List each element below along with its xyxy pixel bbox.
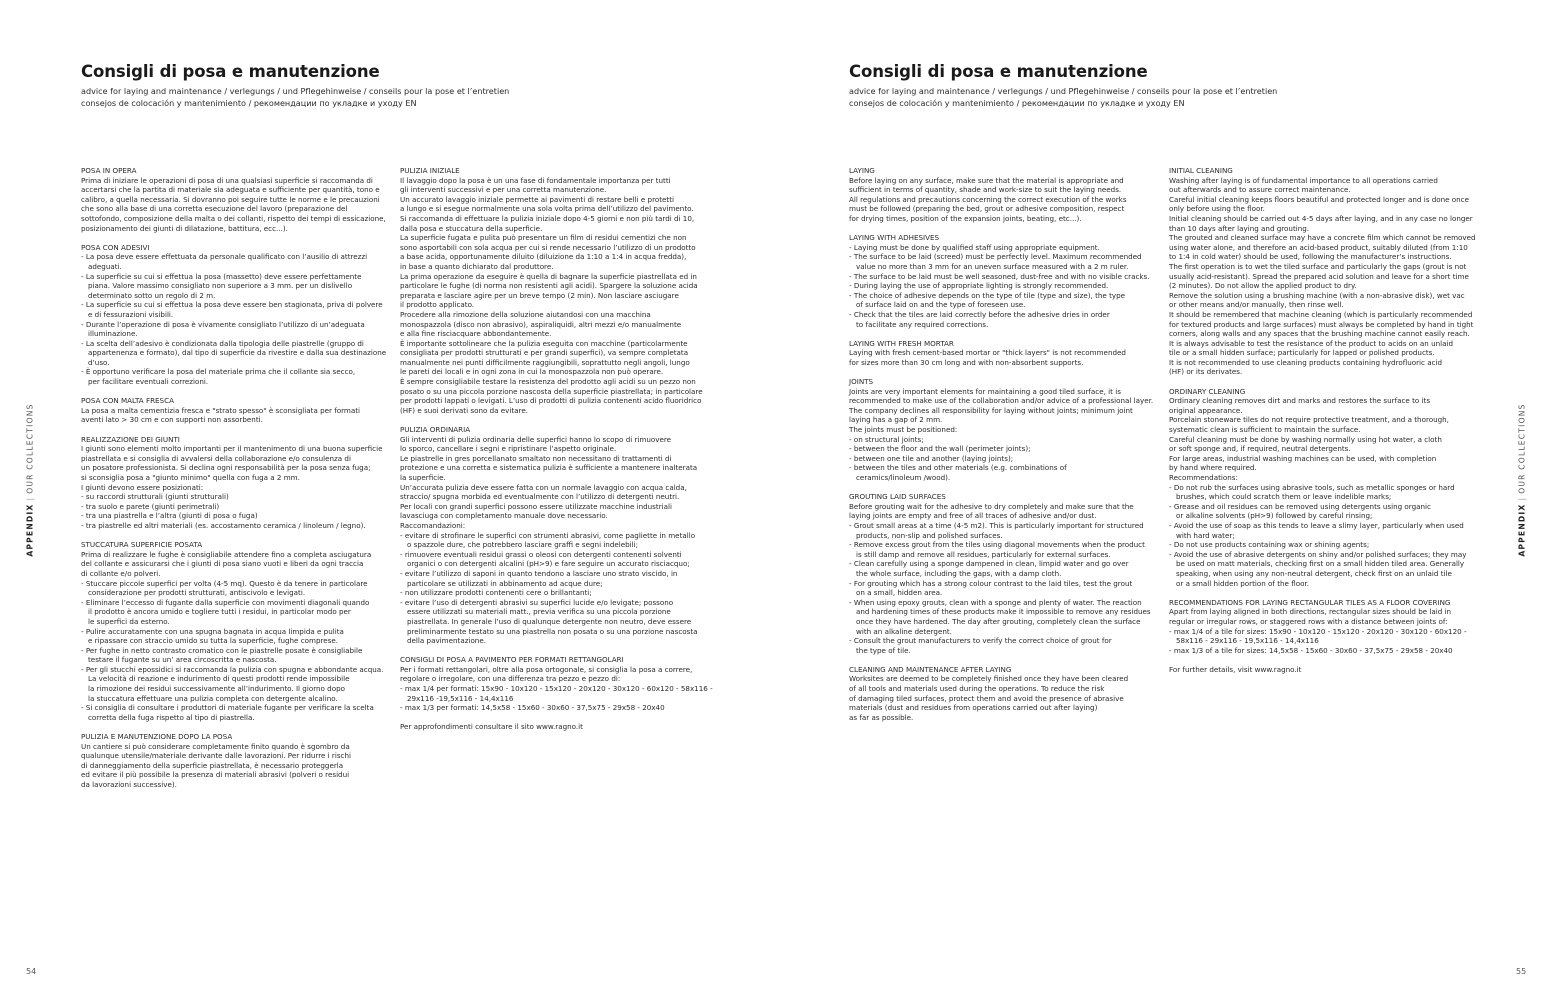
text-section xyxy=(1169,598,1476,656)
text-line: la superficie. xyxy=(400,473,446,482)
text-section xyxy=(81,243,386,387)
text-line: is still damp and remove all residues, particularly for external surfaces. xyxy=(856,549,1111,559)
text-line: da lavorazioni successive). xyxy=(81,780,177,789)
subtitle-line: consejos de colocación y mantenimiento / рекомендации по укладке и уходу EN xyxy=(849,97,1185,108)
text-line: per prodotti lappati o levigati. L’uso di prodotti di pulizia contenenti acido fluoridrico xyxy=(400,396,702,406)
text-line: corners, along walls and any spaces that the brushing machine cannot easily reach. xyxy=(1169,329,1470,339)
text-line: the type of tile. xyxy=(856,645,911,655)
text-line: - tra suolo e parete (giunti perimetrali) xyxy=(81,501,220,511)
text-line: The company declines all responsibility for laying without joints; minimum joint xyxy=(849,405,1133,415)
text-line: La prima operazione da eseguire è quella di bagnare la superficie piastrellata ed in xyxy=(400,271,697,281)
text-line: - max 1/4 of a tile for sizes: 15x90 - 10x120 - 15x120 - 20x120 - 30x120 - 60x120 - xyxy=(1169,626,1467,636)
text-line: with hard water; xyxy=(1176,530,1235,540)
text-line: È sempre consigliabile testare la resistenza del prodotto agli acidi su un pezzo non xyxy=(400,377,696,387)
text-line: brushes, which could scratch them or leave indelible marks; xyxy=(1176,492,1392,502)
text-line: as far as possible. xyxy=(849,712,914,722)
text-line: - Stuccare piccole superfici per volta (4-5 mq). Questo è da tenere in particolare xyxy=(81,578,368,588)
text-line: per facilitare eventuali correzioni. xyxy=(88,377,209,387)
text-line: sufficient in terms of quantity, shade and work-size to suit the laying needs. xyxy=(849,185,1122,195)
section-heading: LAYING WITH FRESH MORTAR xyxy=(849,338,954,348)
text-line: della pavimentazione. xyxy=(407,636,486,646)
subtitle-line: consejos de colocación y mantenimiento / рекомендации по укладке и уходу EN xyxy=(81,97,417,108)
text-line: regolare o irregolare, con una differenza tra pezzo e pezzo di: xyxy=(400,674,621,684)
text-line: recommended to make use of the collaboration and/or advice of a professional layer. xyxy=(849,396,1154,406)
text-line: It is not recommended to use cleaning products containing hydrofluoric acid xyxy=(1169,357,1443,367)
text-line: - Si consiglia di consultare i produttori di materiale fugante per verificare la scelta xyxy=(81,703,374,713)
section-heading: JOINTS xyxy=(849,377,874,387)
text-line: piastrellata. In generale l’uso di qualunque detergente non neutro, deve essere xyxy=(407,616,692,626)
text-line: the whole surface, including the gaps, with a damp cloth. xyxy=(856,568,1062,578)
text-line: than 10 days after laying and grouting. xyxy=(1169,223,1310,233)
text-line: la rimozione dei residui successivamente all’indurimento. Il giorno dopo xyxy=(88,684,345,694)
section-heading: POSA CON MALTA FRESCA xyxy=(81,396,174,406)
text-line: e alla fine risciacquare abbondantemente. xyxy=(400,329,552,339)
text-line: ceramics/linoleum /wood). xyxy=(856,473,951,482)
text-line: for drying times, position of the expansion joints, beating, etc...). xyxy=(849,213,1082,223)
text-line: - between the floor and the wall (perimeter joints); xyxy=(849,444,1031,454)
text-line: - between the tiles and other materials (e.g. combinations of xyxy=(849,463,1067,473)
text-line: e ripassare con straccio umido su tutta la superficie, fughe comprese. xyxy=(88,636,339,646)
page-subtitle xyxy=(81,86,509,109)
text-line: - Do not rub the surfaces using abrasive tools, such as metallic sponges or hard xyxy=(1169,482,1455,492)
text-line: sono asportabili con sola acqua per cui si rende necessario l’utilizzo di un prodotto xyxy=(400,242,696,252)
text-line: qualunque utensile/materiale derivante dalle lavorazioni. Per ridurre i rischi xyxy=(81,751,351,761)
section-heading: GROUTING LAID SURFACES xyxy=(849,492,946,502)
text-line: Careful initial cleaning keeps floors beautiful and protected longer and is done once xyxy=(1169,194,1469,204)
text-line: speaking, when using any non-neutral detergent, check first on an unlaid tile xyxy=(1176,568,1452,578)
text-line: Raccomandazioni: xyxy=(400,520,466,530)
text-line: 29x116 -19,5x116 - 14,4x116 xyxy=(407,693,514,703)
text-line: un posatore professionista. Si declina ogni responsabilità per la posa senza fuga; xyxy=(81,463,371,473)
text-line: products, non-slip and polished surfaces. xyxy=(856,530,1003,540)
text-line: - Pulire accuratamente con una spugna bagnata in acqua limpida e pulita xyxy=(81,626,344,636)
text-line: Worksites are deemed to be completely finished once they have been cleared xyxy=(849,674,1129,684)
text-line: particolare se utilizzati in abbinamento ad acque dure; xyxy=(407,578,603,588)
text-line: or soft sponge and, if required, neutral detergents. xyxy=(1169,444,1351,454)
text-line: Washing after laying is of fundamental importance to all operations carried xyxy=(1169,175,1438,185)
text-line: manualmente nei punti difficilmente raggiungibili, soprattutto negli angoli, lungo xyxy=(400,357,690,367)
section-heading: POSA CON ADESIVI xyxy=(81,242,150,252)
text-column xyxy=(400,166,713,742)
text-line: using water alone, and therefore an acid-based product, suitably diluted (from 1:10 xyxy=(1169,242,1468,252)
section-heading: PULIZIA ORDINARIA xyxy=(400,425,471,435)
text-line: - Avoid the use of soap as this tends to leave a slimy layer, particularly when used xyxy=(1169,520,1464,530)
text-line: posato o su una piccola porzione nascosta della superficie piastrellata; in particolare xyxy=(400,386,703,396)
text-line: - max 1/3 of a tile for sizes: 14,5x58 - 15x60 - 30x60 - 37,5x75 - 29x58 - 20x40 xyxy=(1169,645,1453,655)
text-line: del collante e assicurarsi che i giunti di posa siano vuoti e liberi da ogni traccia xyxy=(81,559,364,569)
text-line: a base acida, opportunamente diluito (diluizione da 1:10 a 1:4 in acqua fredda), xyxy=(400,252,687,262)
text-line: monospazzola (disco non abrasivo), aspiraliquidi, altri mezzi e/o manualmente xyxy=(400,319,682,329)
text-line: Remove the solution using a brushing machine (with a non-abrasive disk), wet vac xyxy=(1169,290,1465,300)
text-line: piastrellata e si consiglia di avvalersi della collaborazione e/o consulenza di xyxy=(81,453,351,463)
text-line: aventi lato > 30 cm e con supporti non assorbenti. xyxy=(81,415,263,425)
text-column xyxy=(81,166,386,799)
text-line: accertarsi che la partita di materiale sia adeguata e sufficiente per quantità, tono e xyxy=(81,185,380,195)
section-heading: LAYING xyxy=(849,166,875,175)
text-line: Prima di realizzare le fughe è consigliabile attendere fino a completa asciugatura xyxy=(81,549,372,559)
text-line: si sconsiglia posa a "giunto minimo" quella con fuga a 2 mm. xyxy=(81,473,300,482)
text-line: - Durante l’operazione di posa è vivamente consigliato l’utilizzo di un’adeguata xyxy=(81,319,365,329)
text-line: le superfici da esterno. xyxy=(88,616,170,626)
text-line: - max 1/3 per formati: 14,5x58 - 15x60 - 30x60 - 37,5x75 - 29x58 - 20x40 xyxy=(400,703,665,713)
right-page xyxy=(775,0,1550,1001)
text-line: organici o con detergenti alcalini (pH>9) e fare seguire un accurato risciacquo; xyxy=(407,559,690,569)
text-column xyxy=(1169,166,1476,684)
text-line: che sono alla base di una corretta esecuzione del lavoro (preparazione del xyxy=(81,204,348,214)
text-line: and hardening times of these products make it impossible to remove any residues xyxy=(856,607,1151,617)
text-line: - The choice of adhesive depends on the type of tile (type and size), the type xyxy=(849,290,1126,300)
text-section xyxy=(400,166,713,415)
section-heading: LAYING WITH ADHESIVES xyxy=(849,233,940,243)
text-line: It is always advisable to test the resistance of the product to acids on an unlaid xyxy=(1169,338,1454,348)
text-line: I giunti sono elementi molto importanti per il mantenimento di una buona superficie xyxy=(81,444,383,454)
text-line: in base a quanto dichiarato dal produttore. xyxy=(400,261,554,271)
text-line: il prodotto applicato. xyxy=(400,300,475,310)
subtitle-line: advice for laying and maintenance / verlegungs / und Pflegehinweise / conseils pour la pose et l’entretien xyxy=(849,86,1278,96)
text-line: Procedere alla rimozione della soluzione aiutandosi con una macchina xyxy=(400,309,651,319)
text-line: - La posa deve essere effettuata da personale qualificato con l’ausilio di attrezzi xyxy=(81,252,368,262)
text-line: The joints must be positioned: xyxy=(849,425,958,435)
text-line: appartenenza e formato), dal tipo di superficie da rivestire e dalla sua destinazione xyxy=(88,348,387,358)
text-line: - evitare di strofinare le superfici con strumenti abrasivi, come pagliette in metallo xyxy=(400,530,696,540)
text-section xyxy=(81,732,386,790)
text-line: Careful cleaning must be done by washing normally using hot water, a cloth xyxy=(1169,434,1442,444)
text-line: particolare le fughe (di norma non resistenti agli acidi). Spargere la soluzione acida xyxy=(400,281,698,291)
side-label xyxy=(1518,403,1527,556)
text-line: tile or a small hidden surface; particularly for lapped or polished products. xyxy=(1169,348,1435,358)
text-line: be used on matt materials, checking first on a small hidden tiled area. Generally xyxy=(1176,559,1465,569)
text-line: sottofondo, composizione della malta o dei collanti, rispetto dei tempi di essicazione, xyxy=(81,213,386,223)
text-line: di danneggiamento della superficie piastrellata, è necessario proteggerla xyxy=(81,760,344,770)
side-label-text: OUR COLLECTIONS xyxy=(25,403,35,494)
text-section xyxy=(81,166,386,233)
section-heading: CLEANING AND MAINTENANCE AFTER LAYING xyxy=(849,664,1012,674)
text-section xyxy=(400,722,713,732)
text-line: protezione e una corretta e sistematica pulizia è sufficiente a mantenere inalterata xyxy=(400,463,698,473)
side-label-bold: APPENDIX xyxy=(25,503,35,557)
text-section xyxy=(849,665,1153,723)
text-column xyxy=(849,166,1153,732)
text-section xyxy=(81,435,386,531)
section-heading: PULIZIA E MANUTENZIONE DOPO LA POSA xyxy=(81,732,233,742)
text-line: Per i formati rettangolari, oltre alla posa ortogonale, si consiglia la posa a correre, xyxy=(400,664,693,674)
text-line: laying has a gap of 2 mm. xyxy=(849,415,943,425)
text-line: out afterwards and to assure correct maintenance. xyxy=(1169,185,1351,195)
text-line: must be followed (preparing the bed, grout or adhesive composition, respect xyxy=(849,204,1125,214)
text-line: di collante e/o polveri. xyxy=(81,568,161,578)
text-line: calibro, a quella necessaria. Si dovranno poi seguire tutte le norme e le precauzioni xyxy=(81,194,380,204)
text-line: - Check that the tiles are laid correctly before the adhesive dries in order xyxy=(849,309,1110,319)
text-line: - on structural joints; xyxy=(849,434,924,444)
page-number: 55 xyxy=(1516,967,1527,976)
text-line: e di fessurazioni visibili. xyxy=(88,309,174,319)
text-line: 58x116 - 29x116 - 19,5x116 - 14,4x116 xyxy=(1176,636,1319,646)
text-line: with an alkaline detergent. xyxy=(856,626,952,636)
text-line: value no more than 3 mm for an uneven surface measured with a 2 m ruler. xyxy=(856,261,1129,271)
section-heading: PULIZIA INIZIALE xyxy=(400,166,460,175)
text-line: - Do not use products containing wax or shining agents; xyxy=(1169,540,1370,550)
text-line: on a small, hidden area. xyxy=(856,588,943,598)
text-line: For large areas, industrial washing machines can be used, with completion xyxy=(1169,453,1437,463)
text-line: Porcelain stoneware tiles do not require protective treatment, and a thorough, xyxy=(1169,415,1449,425)
text-line: determinato sotto un regolo di 2 m. xyxy=(88,290,216,300)
text-line: - tra una piastrella e l’altra (giunti di posa o fuga) xyxy=(81,511,258,521)
text-line: posizionamento dei giunti di dilatazione, battitura, ecc...). xyxy=(81,223,288,233)
text-line: Apart from laying aligned in both directions, rectangular sizes should be laid in xyxy=(1169,607,1452,617)
text-line: - rimuovere eventuali residui grassi o oleosi con detergenti contenenti solventi xyxy=(400,549,682,559)
text-line: - between one tile and another (laying joints); xyxy=(849,453,1014,463)
side-label-separator: | xyxy=(1517,496,1527,501)
text-line: - Grout small areas at a time (4-5 m2). This is particularly important for structured xyxy=(849,520,1144,530)
text-line: La velocità di reazione e indurimento di questi prodotti rende impossibile xyxy=(88,674,350,684)
text-line: consigliata per prodotti strutturati e per grandi superfici), va sempre completata xyxy=(400,348,689,358)
text-line: straccio/ spugna morbida ed eventualmente con l’utilizzo di detergenti neutri. xyxy=(400,492,680,502)
text-line: of damaging tiled surfaces, protect them and avoid the presence of abrasive xyxy=(849,693,1124,703)
text-line: lavasciuga con completamento manuale dove necessario. xyxy=(400,511,608,521)
text-line: Initial cleaning should be carried out 4-5 days after laying, and in any case no longer xyxy=(1169,213,1473,223)
text-line: d’uso. xyxy=(88,357,110,367)
text-line: testare il fugante su un’ area circoscritta e nascosta. xyxy=(88,655,277,665)
text-line: gli interventi successivi e per una corretta manutenzione. xyxy=(400,185,607,195)
text-line: - tra piastrelle ed altri materiali (es. accostamento ceramica / linoleum / legno). xyxy=(81,520,366,530)
text-line: - The surface to be laid must be well seasoned, dust-free and with no visible cracks. xyxy=(849,271,1150,281)
text-line: - For grouting which has a strong colour contrast to the laid tiles, test the grout xyxy=(849,578,1133,588)
page-subtitle xyxy=(849,86,1277,109)
side-label xyxy=(26,403,35,556)
text-line: by hand where required. xyxy=(1169,463,1257,473)
text-section xyxy=(400,425,713,646)
section-heading: INITIAL CLEANING xyxy=(1169,166,1233,175)
text-line: Ordinary cleaning removes dirt and marks and restores the surface to its xyxy=(1169,396,1431,406)
text-line: for sizes more than 30 cm long and with non-absorbent supports. xyxy=(849,357,1084,367)
side-label-separator: | xyxy=(25,496,35,501)
page-title: Consigli di posa e manutenzione xyxy=(81,62,380,81)
text-line: Un accurato lavaggio iniziale permette ai pavimenti di restare belli e protetti xyxy=(400,194,675,204)
text-line: - Clean carefully using a sponge dampened in clean, limpid water and go over xyxy=(849,559,1129,569)
text-line: Le piastrelle in gres porcellanato smaltato non necessitano di trattamenti di xyxy=(400,453,672,463)
section-heading: RECOMMENDATIONS FOR LAYING RECTANGULAR TILES AS A FLOOR COVERING xyxy=(1169,597,1451,607)
text-section xyxy=(400,655,713,713)
text-line: to facilitate any required corrections. xyxy=(856,319,989,329)
text-line: ed evitare il più possibile la presenza di materiali abrasivi (polveri o residui xyxy=(81,770,350,780)
text-line: (HF) e suoi derivati sono da evitare. xyxy=(400,405,529,415)
text-line: - La superficie su cui si effettua la posa deve essere ben stagionata, priva di polvere xyxy=(81,300,383,310)
text-line: le pareti dei locali e in ogni zona in cui la monospazzola non può operare. xyxy=(400,367,664,377)
text-line: - non utilizzare prodotti contenenti cere o brillantanti; xyxy=(400,588,592,598)
text-line: regular or irregular rows, or staggered rows with a distance between joints of: xyxy=(1169,616,1448,626)
text-line: usually acid-resistant). Spread the prepared acid solution and leave for a short time xyxy=(1169,271,1469,281)
text-line: - Remove excess grout from the tiles using diagonal movements when the product xyxy=(849,540,1145,550)
text-line: materials (dust and residues from operations carried out after laying) xyxy=(849,703,1098,713)
text-line: Per locali con grandi superfici possono essere utilizzate macchine industriali xyxy=(400,501,672,511)
text-line: Before laying on any surface, make sure that the material is appropriate and xyxy=(849,175,1124,185)
text-line: il prodotto è ancora umido e togliere tutti i residui, in particolar modo per xyxy=(88,607,351,617)
text-line: - The surface to be laid (screed) must be perfectly level. Maximum recommended xyxy=(849,252,1142,262)
text-section xyxy=(81,540,386,722)
text-line: Laying with fresh cement-based mortar or "thick layers" is not recommended xyxy=(849,348,1126,358)
section-heading: CONSIGLI DI POSA A PAVIMENTO PER FORMATI RETTANGOLARI xyxy=(400,655,624,665)
text-line: - La scelta dell’adesivo è condizionata dalla tipologia delle piastrelle (gruppo di xyxy=(81,338,364,348)
text-line: or alkaline solvents (pH>9) followed by careful rinsing; xyxy=(1176,511,1373,521)
text-line: dalla posa e stuccatura della superficie. xyxy=(400,223,543,233)
text-line: Un cantiere si può considerare completamente finito quando è sgombro da xyxy=(81,741,350,751)
text-line: o spazzole dure, che potrebbero lasciare graffi e segni indelebili; xyxy=(407,540,639,550)
text-line: to 1:4 in cold water) should be used, following the manufacturer’s instructions. xyxy=(1169,252,1452,262)
text-line: - When using epoxy grouts, clean with a sponge and plenty of water. The reaction xyxy=(849,597,1142,607)
text-line: For further details, visit www.ragno.it xyxy=(1169,664,1302,674)
page-number: 54 xyxy=(26,967,37,976)
text-line: - Per fughe in netto contrasto cromatico con le piastrelle posate è consigliabile xyxy=(81,645,363,655)
page-title: Consigli di posa e manutenzione xyxy=(849,62,1148,81)
text-line: - La superficie su cui si effettua la posa (massetto) deve essere perfettamente xyxy=(81,271,362,281)
text-line: preliminarmente testato su una piastrella non posata o su una porzione nascosta xyxy=(407,626,698,636)
text-line: - Avoid the use of abrasive detergents on shiny and/or polished surfaces; they may xyxy=(1169,549,1467,559)
text-line: systematic clean is sufficient to maintain the surface. xyxy=(1169,425,1361,435)
text-line: I giunti devono essere posizionati: xyxy=(81,482,204,492)
text-line: once they have hardened. The day after grouting, completely clean the surface xyxy=(856,616,1141,626)
text-line: laying joints are empty and free of all traces of adhesive and/or dust. xyxy=(849,511,1097,521)
text-section xyxy=(81,396,386,425)
text-line: Joints are very important elements for maintaining a good tiled surface, it is xyxy=(849,386,1121,396)
text-line: Prima di iniziare le operazioni di posa di una qualsiasi superficie si raccomanda di xyxy=(81,175,373,185)
text-section xyxy=(849,166,1153,224)
section-heading: STUCCATURA SUPERFICIE POSATA xyxy=(81,540,203,550)
text-line: La superficie fugata e pulita può presentare un film di residui cementizi che non xyxy=(400,233,687,243)
text-line: original appearance. xyxy=(1169,405,1243,415)
text-line: - Per gli stucchi epossidici si raccomanda la pulizia con spugna e abbondante acqua. xyxy=(81,664,384,674)
section-heading: POSA IN OPERA xyxy=(81,166,137,175)
text-line: - evitare l’utilizzo di saponi in quanto tendono a lasciare uno strato viscido, in xyxy=(400,568,678,578)
text-line: - evitare l’uso di detergenti abrasivi su superfici lucide e/o levigate; possono xyxy=(400,597,674,607)
text-line: piana. Valore massimo consigliato non superiore a 3 mm. per un dislivello xyxy=(88,281,353,291)
text-section xyxy=(1169,665,1476,675)
text-line: Il lavaggio dopo la posa è un una fase di fondamentale importanza per tutti xyxy=(400,175,671,185)
text-line: preparata e lasciare agire per un breve tempo (2 min). Non lasciare asciugare xyxy=(400,290,679,300)
text-line: La posa a malta cementizia fresca e "strato spesso" è sconsigliata per formati xyxy=(81,405,361,415)
text-line: - max 1/4 per formati: 15x90 - 10x120 - 15x120 - 20x120 - 30x120 - 60x120 - 58x116 - xyxy=(400,684,713,694)
text-line: All regulations and precautions concerning the correct execution of the works xyxy=(849,194,1127,204)
text-section xyxy=(849,233,1153,329)
text-line: Si raccomanda di effettuare la pulizia iniziale dopo 4-5 giorni e non più tardi di 10, xyxy=(400,213,695,223)
text-line: (2 minutes). Do not allow the applied product to dry. xyxy=(1169,281,1357,291)
text-section xyxy=(849,492,1153,655)
text-line: È importante sottolineare che la pulizia eseguita con macchine (particolarmente xyxy=(400,338,688,348)
text-line: - su raccordi strutturali (giunti strutturali) xyxy=(81,492,229,502)
text-line: lo sporco, cancellare i segni e ripristinare l’aspetto originale. xyxy=(400,444,617,454)
text-line: of all tools and materials used during the operations. To reduce the risk xyxy=(849,684,1105,694)
subtitle-line: advice for laying and maintenance / verlegungs / und Pflegehinweise / conseils pour la pose et l’entretien xyxy=(81,86,510,96)
text-line: - Laying must be done by qualified staff using appropriate equipment. xyxy=(849,242,1100,252)
text-line: la stuccatura effettuare una pulizia completa con detergente alcalino. xyxy=(88,693,338,703)
text-line: It should be remembered that machine cleaning (which is particularly recommended xyxy=(1169,309,1473,319)
text-line: only before using the floor. xyxy=(1169,204,1265,214)
text-section xyxy=(849,339,1153,368)
section-heading: ORDINARY CLEANING xyxy=(1169,386,1246,396)
text-line: illuminazione. xyxy=(88,329,138,339)
text-line: Per approfondimenti consultare il sito www.ragno.it xyxy=(400,722,583,732)
text-line: - Consult the grout manufacturers to verify the correct choice of grout for xyxy=(849,636,1112,646)
text-line: or other means and/or manually, then rinse well. xyxy=(1169,300,1344,310)
text-line: corretta della fuga rispetto al tipo di piastrella. xyxy=(88,712,255,722)
text-line: Recommendations: xyxy=(1169,473,1238,482)
text-line: - Eliminare l’eccesso di fugante dalla superficie con movimenti diagonali quando xyxy=(81,597,370,607)
text-line: Before grouting wait for the adhesive to dry completely and make sure that the xyxy=(849,501,1134,511)
text-line: or a small hidden portion of the floor. xyxy=(1176,578,1309,588)
text-line: - È opportuno verificare la posa del materiale prima che il collante sia secco, xyxy=(81,367,356,377)
text-section xyxy=(849,377,1153,483)
text-line: The first operation is to wet the tiled surface and particularly the gaps (grout is not xyxy=(1169,261,1467,271)
text-section xyxy=(1169,166,1476,377)
text-line: Un’accurata pulizia deve essere fatta con un normale lavaggio con acqua calda, xyxy=(400,482,687,492)
text-line: essere utilizzati su materiali matt., previa verifica su una piccola porzione xyxy=(407,607,671,617)
text-line: of surface laid on and the type of foreseen use. xyxy=(856,300,1026,310)
text-line: - During laying the use of appropriate lighting is strongly recommended. xyxy=(849,281,1109,291)
side-label-bold: APPENDIX xyxy=(1517,503,1527,557)
text-line: for textured products and large surfaces) must always be completed by hand in tight xyxy=(1169,319,1474,329)
text-section xyxy=(1169,387,1476,588)
text-line: - Grease and oil residues can be removed using detergents using organic xyxy=(1169,501,1431,511)
text-line: a lungo e si esegue normalmente una sola volta prima dell’utilizzo del pavimento. xyxy=(400,204,694,214)
text-line: considerazione per prodotti strutturati, antiscivolo e levigati. xyxy=(88,588,306,598)
text-line: adeguati. xyxy=(88,261,122,271)
section-heading: REALIZZAZIONE DEI GIUNTI xyxy=(81,434,180,444)
text-line: Gli interventi di pulizia ordinaria delle superfici hanno lo scopo di rimuovere xyxy=(400,434,672,444)
text-line: (HF) or its derivates. xyxy=(1169,367,1243,377)
text-line: The grouted and cleaned surface may have a concrete film which cannot be removed xyxy=(1169,233,1476,243)
side-label-text: OUR COLLECTIONS xyxy=(1517,403,1527,494)
